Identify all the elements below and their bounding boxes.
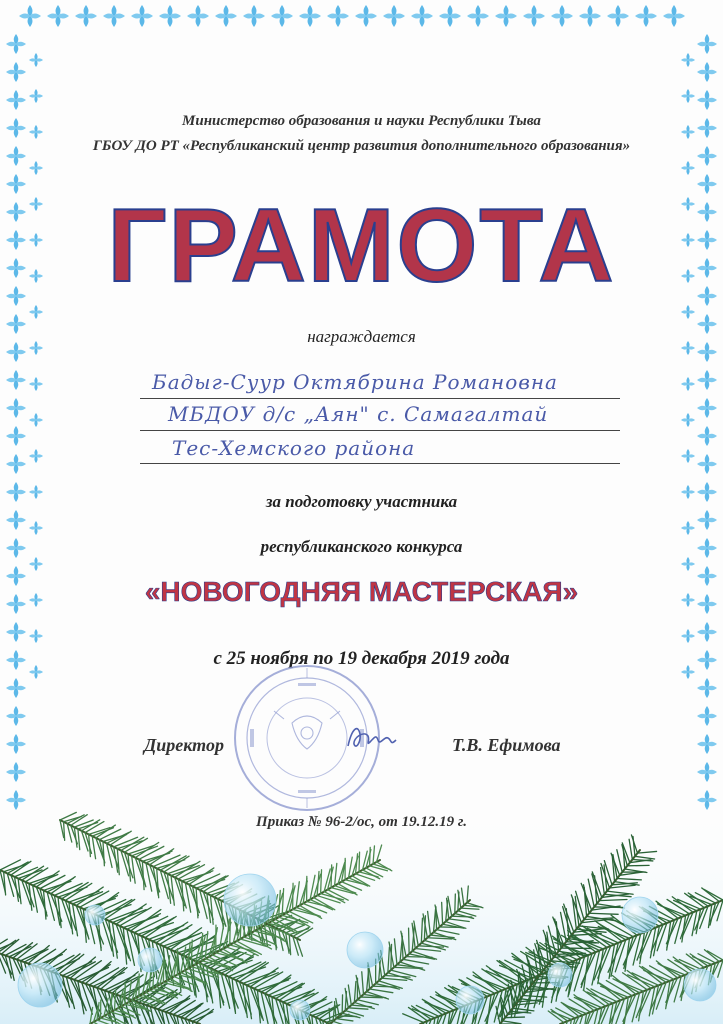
ministry-name: Министерство образования и науки Республики Тыва xyxy=(182,113,541,129)
director-signature xyxy=(344,720,400,760)
recipient-district-handwritten: Тес-Хемского района xyxy=(172,436,416,460)
coat-of-arms-icon xyxy=(274,711,340,749)
contest-name: «НОВОГОДНЯЯ МАСТЕРСКАЯ» xyxy=(144,576,579,607)
awarded-label: награждается xyxy=(307,327,416,346)
recipient-institution-handwritten: МБДОУ д/с „Аян" с. Самагалтай xyxy=(168,402,549,426)
recipient-line-2 xyxy=(140,430,620,431)
recipient-name-handwritten: Бадыг-Суур Октябрина Романовна xyxy=(152,370,558,394)
director-name: Т.В. Ефимова xyxy=(452,735,561,755)
recipient-line-1 xyxy=(140,398,620,399)
award-reason: за подготовку участника xyxy=(265,492,458,511)
contest-label: республиканского конкурса xyxy=(260,537,463,556)
order-reference: Приказ № 96-2/ос, от 19.12.19 г. xyxy=(256,814,467,830)
contest-dates: с 25 ноября по 19 декабря 2019 года xyxy=(213,648,510,669)
director-title: Директор xyxy=(144,735,224,755)
recipient-line-3 xyxy=(140,463,620,464)
certificate-title: ГРАМОТА xyxy=(107,188,616,304)
organization-name: ГБОУ ДО РТ «Республиканский центр развития дополнительного образования» xyxy=(92,138,631,154)
